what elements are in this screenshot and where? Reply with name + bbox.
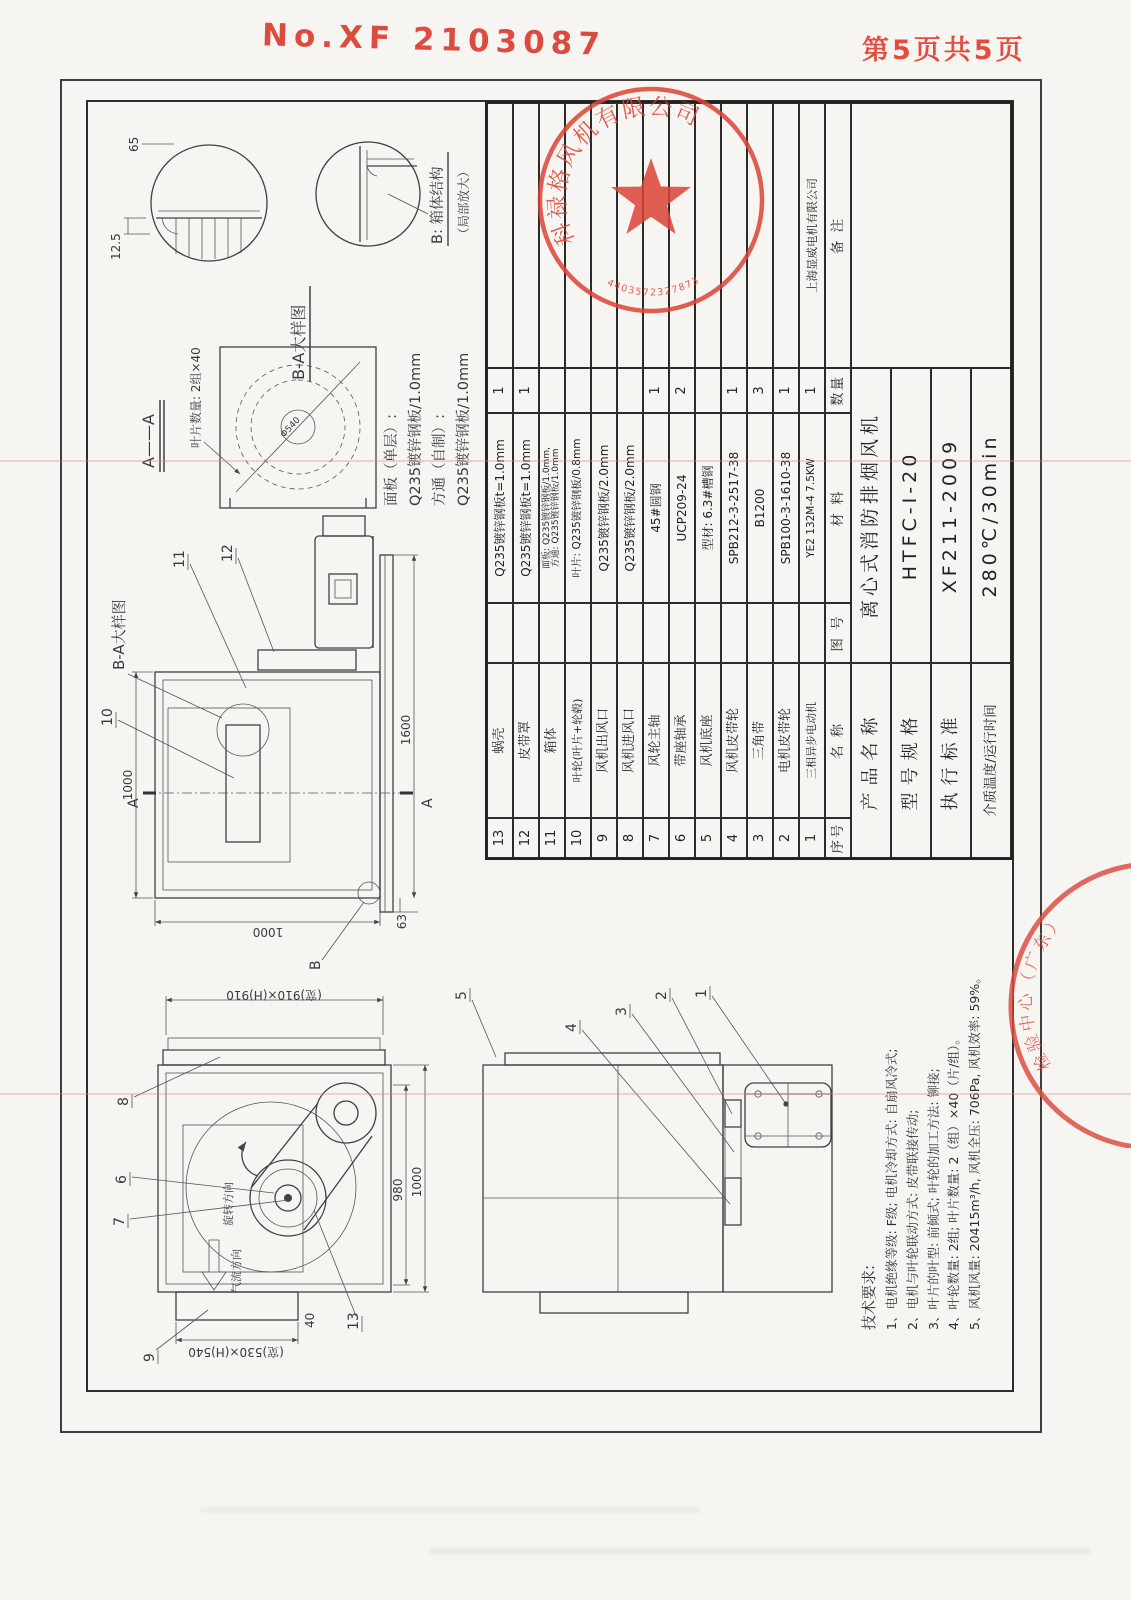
callout-8: 8 — [116, 1097, 132, 1106]
callout-11: 11 — [172, 550, 188, 568]
table-cell: 11 — [539, 818, 565, 858]
table-cell: 1 — [773, 368, 799, 413]
main-dim-length: 1600 — [399, 714, 413, 746]
table-cell: 1 — [799, 818, 825, 858]
detail-view-title: B-A大样图 — [289, 304, 308, 380]
technical-requirement-item: 3、叶片的叶型: 前倾式; 叶轮的加工方法: 铆接; — [925, 1068, 941, 1330]
callout-7: 7 — [112, 1217, 128, 1226]
dim-1000: 1000 — [410, 1166, 424, 1198]
table-cell: 3 — [747, 368, 773, 413]
technical-requirement-item: 1、电机绝缘等级: F级; 电机冷却方式: 自扇风冷式; — [884, 1048, 899, 1330]
panel-note-4: Q235镀锌钢板/1.0mm — [456, 352, 472, 506]
rotation-direction-label: 旋转方向 — [222, 1182, 235, 1226]
table-cell: 7 — [643, 818, 669, 858]
table-cell: HTFC-I-20 — [891, 368, 931, 663]
technical-requirements-title: 技术要求: — [860, 1264, 878, 1330]
table-cell: 三相异步电动机 — [799, 663, 825, 818]
table-cell: 280℃/30min — [971, 368, 1011, 663]
callout-3: 3 — [614, 1007, 630, 1016]
technical-requirement-item: 4、叶轮数量: 2组; 叶片数量: 2（组）×40（片/组）。 — [946, 1032, 962, 1330]
main-dim-base: 63 — [395, 914, 409, 930]
table-cell: 执行标准 — [931, 663, 971, 858]
callout-12: 12 — [220, 544, 236, 562]
table-cell: 离心式消防排烟风机 — [851, 368, 891, 663]
table-cell: 1 — [513, 368, 539, 413]
table-cell: UCP209-24 — [669, 413, 695, 603]
table-cell: 上海显威电机有限公司 — [799, 103, 825, 368]
table-cell: 1 — [721, 368, 747, 413]
table-cell: 4 — [721, 818, 747, 858]
technical-requirement-item: 2、电机与叶轮联动方式: 皮带联接传动; — [904, 1109, 920, 1330]
svg-text:检验中心（广东） — [1016, 910, 1070, 1074]
table-cell: 45#圆钢 — [643, 413, 669, 603]
table-cell — [539, 368, 565, 413]
table-cell — [591, 603, 617, 663]
table-cell: 3 — [747, 818, 773, 858]
table-cell: 叶片: Q235镀锌钢板/0.8mm — [565, 413, 591, 603]
callout-b: B — [308, 960, 324, 970]
table-cell: 材 料 — [825, 413, 851, 603]
main-dim-width: 1000 — [121, 769, 135, 801]
table-cell — [799, 603, 825, 663]
table-cell — [695, 368, 721, 413]
corner-seal-text: 检验中心（广东） — [1016, 909, 1071, 1075]
table-cell — [487, 603, 513, 663]
table-cell: Q235镀锌钢板t=1.0mm — [513, 413, 539, 603]
dim-980: 980 — [391, 1178, 405, 1202]
section-mark-a-bottom: A — [420, 798, 436, 808]
scan-smudge — [200, 1508, 700, 1512]
table-cell: 叶轮(叶片+轮毂) — [565, 663, 591, 818]
callout-13: 13 — [346, 1312, 362, 1330]
svg-text:科禄格风机有限公司 — [544, 94, 704, 249]
table-cell: 5 — [695, 818, 721, 858]
table-cell: 蜗壳 — [487, 663, 513, 818]
main-elevation-view — [100, 516, 436, 970]
callout-1: 1 — [694, 989, 710, 998]
company-seal-code: 4403572327873 — [605, 274, 702, 299]
table-cell: 皮带罩 — [513, 663, 539, 818]
detail-dim-12-5: 12.5 — [109, 233, 123, 260]
front-view — [112, 988, 429, 1364]
table-cell — [695, 603, 721, 663]
table-cell: 13 — [487, 818, 513, 858]
table-cell: 1 — [487, 368, 513, 413]
box-structure-sublabel: （局部放大） — [456, 164, 471, 240]
callout-9: 9 — [142, 1353, 158, 1362]
table-cell: 名 称 — [825, 663, 851, 818]
inlet-dimension: (宽)910×(H)910 — [226, 988, 322, 1002]
callout-4: 4 — [564, 1023, 580, 1032]
callout-2: 2 — [654, 991, 670, 1000]
company-seal-text: 科禄格风机有限公司 — [544, 93, 705, 249]
technical-requirement-item: 5、风机风量: 20415m³/h, 风机全压: 706Pa, 风机效率: 59%。 — [967, 971, 982, 1330]
panel-note-1: 面板（单层）: — [384, 414, 400, 506]
section-mark-a-top: A — [126, 798, 142, 808]
svg-text:4403572327873 — [605, 275, 702, 299]
table-cell: 12 — [513, 818, 539, 858]
table-cell: Q235镀锌钢板/2.0mm — [617, 413, 643, 603]
table-cell: 三角带 — [747, 663, 773, 818]
box-structure-label: B: 箱体结构 — [430, 166, 446, 244]
table-cell — [747, 603, 773, 663]
callout-10: 10 — [100, 708, 116, 726]
table-cell — [773, 603, 799, 663]
company-seal — [526, 70, 782, 330]
table-cell: 9 — [591, 818, 617, 858]
table-cell: 6 — [669, 818, 695, 858]
table-cell: 1 — [799, 368, 825, 413]
blade-count-note: 叶片数量: 2组×40 — [189, 347, 203, 448]
table-cell: 风轮主轴 — [643, 663, 669, 818]
table-cell: 面板: Q235镀锌钢板/1.0mm, 方通: Q235镀锌钢板/1.0mm — [539, 413, 565, 603]
table-cell — [539, 603, 565, 663]
table-cell: 介质温度/运行时间 — [971, 663, 1011, 858]
table-cell: 图 号 — [825, 603, 851, 663]
table-cell — [591, 368, 617, 413]
table-cell: 序号 — [825, 818, 851, 858]
table-cell: 产品名称 — [851, 663, 891, 858]
document-number-stamp: No.XF 2103087 — [261, 17, 607, 63]
table-cell — [617, 603, 643, 663]
main-dim-height: 1000 — [252, 925, 284, 939]
table-cell — [721, 603, 747, 663]
corner-seal — [958, 848, 1131, 1148]
table-cell: YE2 132M-4 7.5KW — [799, 413, 825, 603]
table-cell: 8 — [617, 818, 643, 858]
motor-side-view — [454, 986, 832, 1313]
callout-6: 6 — [114, 1175, 130, 1184]
table-cell: 带座轴承 — [669, 663, 695, 818]
callout-5: 5 — [454, 991, 470, 1000]
table-cell: 风机进风口 — [617, 663, 643, 818]
table-cell: SPB212-3-2517-38 — [721, 413, 747, 603]
detail-views — [109, 137, 472, 508]
table-cell: 电机皮带轮 — [773, 663, 799, 818]
drawing-sheet — [86, 93, 1014, 1392]
table-cell: XF211-2009 — [931, 368, 971, 663]
table-cell: Q235镀锌钢板/2.0mm — [591, 413, 617, 603]
table-cell: 风机底座 — [695, 663, 721, 818]
table-cell: 10 — [565, 818, 591, 858]
table-cell — [617, 368, 643, 413]
table-cell — [513, 603, 539, 663]
table-cell: 2 — [669, 368, 695, 413]
table-cell: B1200 — [747, 413, 773, 603]
table-cell — [643, 603, 669, 663]
panel-note-3: 方通（自制）: — [432, 414, 448, 506]
table-cell — [851, 103, 1011, 368]
table-cell — [565, 603, 591, 663]
table-cell: Q235镀锌钢板t=1.0mm — [487, 413, 513, 603]
table-cell: SPB100-3-1610-38 — [773, 413, 799, 603]
table-cell: 风机皮带轮 — [721, 663, 747, 818]
table-cell: 型号规格 — [891, 663, 931, 858]
section-a-a-label: A——A — [139, 414, 158, 468]
table-cell — [565, 368, 591, 413]
scan-smudge — [430, 1548, 1090, 1554]
table-cell: 数量 — [825, 368, 851, 413]
table-cell — [487, 103, 513, 368]
table-cell: 型材: 6.3#槽钢 — [695, 413, 721, 603]
table-cell: 箱体 — [539, 663, 565, 818]
table-cell: 风机出风口 — [591, 663, 617, 818]
main-view-detail-title: B-A大样图 — [110, 599, 128, 670]
offset-dimension: 40 — [303, 1312, 317, 1328]
table-cell: 备 注 — [825, 103, 851, 368]
table-cell: 2 — [773, 818, 799, 858]
airflow-direction-label: 气流方向 — [230, 1249, 243, 1293]
hub-diameter-label: Φ540 — [278, 415, 303, 441]
detail-dim-65: 65 — [127, 136, 141, 152]
page-number-label: 第5页共5页 — [862, 35, 1026, 66]
table-cell — [669, 603, 695, 663]
table-cell: 1 — [643, 368, 669, 413]
panel-note-2: Q235镀锌钢板/1.0mm — [408, 352, 424, 506]
outlet-dimension: (宽)530×(H)540 — [188, 1345, 284, 1359]
